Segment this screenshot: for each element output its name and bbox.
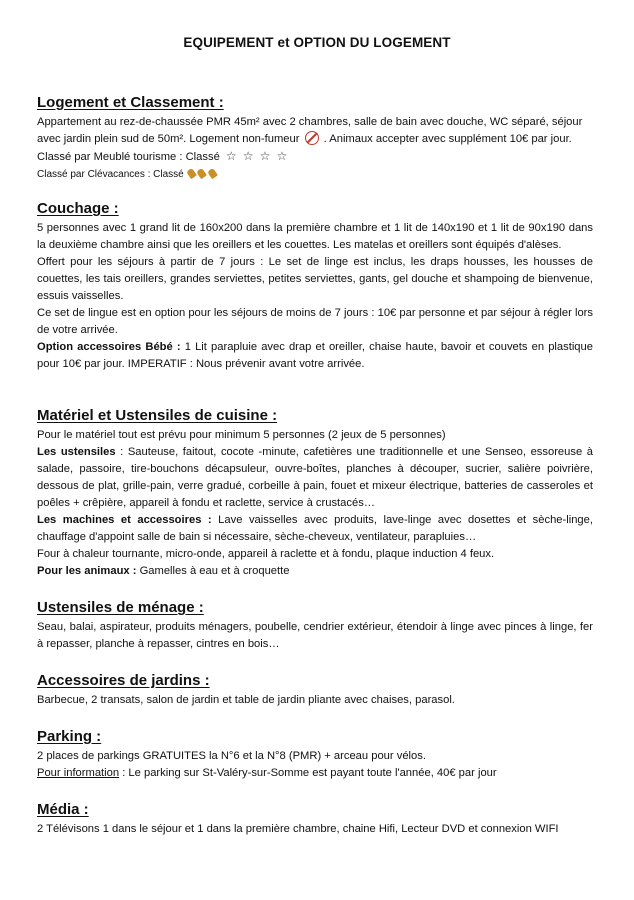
- section-jardin: [37, 671, 593, 709]
- star-icon: ☆: [276, 149, 288, 163]
- section-cuisine: [37, 406, 593, 580]
- cuisine-paragraph-5: [37, 563, 593, 580]
- key-icon: [196, 168, 207, 179]
- section-logement: [37, 93, 593, 183]
- star-icon: ☆: [242, 149, 254, 163]
- machines-label: Les machines et accessoires :: [37, 514, 212, 526]
- section-menage: [37, 598, 593, 653]
- section-media: [37, 800, 593, 838]
- key-icon: [186, 168, 197, 179]
- couchage-paragraph-2: Offert pour les séjours à partir de 7 jours : Le set de linge est inclus, les draps housses, les housses de couettes, les tais oreillers, grandes serviettes, petites serviettes, gants, gel douche et shampoing de bienvenue, essuis vaisselles.: [37, 256, 593, 302]
- cuisine-paragraph-2: [37, 444, 593, 512]
- couchage-paragraph-1: 5 personnes avec 1 grand lit de 160x200 dans la première chambre et 1 lit de 140x190 et 1 lit de 90x190 dans la deuxième chambre ainsi que les oreillers et les couettes. Les matelas et oreillers sont équipés d'alèses.: [37, 222, 593, 251]
- cuisine-paragraph-4: Four à chaleur tournante, micro-onde, appareil à raclette et à fondu, plaque induction 4 feux.: [37, 548, 495, 560]
- section-couchage: [37, 199, 593, 373]
- animaux-text: Gamelles à eau et à croquette: [136, 565, 290, 577]
- heading-jardin: Accessoires de jardins :: [37, 672, 210, 689]
- no-smoking-icon: [305, 131, 319, 145]
- machines-text: Lave vaisselles avec produits, lave-linge avec dosettes et sèche-linge, chauffage d'appoint salle de bain si nécessaire, sèche-cheveux, ventilateur, parapluies…: [37, 514, 593, 543]
- cuisine-paragraph-3: [37, 512, 593, 546]
- parking-paragraph-1: 2 places de parkings GRATUITES la N°6 et la N°8 (PMR) + arceau pour vélos.: [37, 750, 426, 762]
- classement-clevacances-label: Classé par Clévacances : Classé: [37, 169, 184, 180]
- classement-clevacances: [37, 166, 593, 183]
- logement-line2-end: . Animaux accepter avec supplément 10€ par jour.: [323, 133, 572, 145]
- parking-paragraph-2: [37, 765, 593, 782]
- logement-line2: [37, 131, 593, 148]
- logement-line2-start: avec jardin plein sud de 50m². Logement non-fumeur: [37, 133, 300, 145]
- menage-paragraph: Seau, balai, aspirateur, produits ménagers, poubelle, cendrier extérieur, étendoir à linge avec pinces à linge, fer à repasser, planche à repasser, cintres en bois…: [37, 621, 593, 650]
- logement-line1: Appartement au rez-de-chaussée PMR 45m² avec 2 chambres, salle de bain avec douche, WC séparé, séjour: [37, 116, 583, 128]
- star-icon: ☆: [225, 149, 237, 163]
- information-text: : Le parking sur St-Valéry-sur-Somme est payant toute l'année, 40€ par jour: [119, 767, 497, 779]
- couchage-paragraph-4: [37, 339, 593, 373]
- cuisine-paragraph-1: Pour le matériel tout est prévu pour minimum 5 personnes (2 jeux de 5 personnes): [37, 429, 446, 441]
- star-icon: ☆: [259, 149, 271, 163]
- heading-parking: Parking :: [37, 728, 102, 745]
- key-icon: [207, 168, 218, 179]
- classement-meuble-label: Classé par Meublé tourisme : Classé: [37, 151, 220, 163]
- information-label: Pour information: [37, 767, 120, 779]
- jardin-paragraph: Barbecue, 2 transats, salon de jardin et table de jardin pliante avec chaises, parasol.: [37, 694, 455, 706]
- bebe-text: 1 Lit parapluie avec drap et oreiller, chaise haute, bavoir et couvets en plastique pour 10€ par jour. IMPERATIF : Nous prévenir avant votre arrivée.: [37, 341, 593, 370]
- media-paragraph: 2 Télévisons 1 dans le séjour et 1 dans la première chambre, chaine Hifi, Lecteur DVD et connexion WIFI: [37, 823, 559, 835]
- heading-cuisine: Matériel et Ustensiles de cuisine :: [37, 407, 278, 424]
- heading-menage: Ustensiles de ménage :: [37, 599, 204, 616]
- animaux-label: Pour les animaux :: [37, 565, 137, 577]
- section-parking: [37, 727, 593, 782]
- heading-couchage: Couchage :: [37, 200, 119, 217]
- heading-logement: Logement et Classement :: [37, 94, 224, 111]
- heading-media: Média :: [37, 801, 89, 818]
- ustensiles-text: : Sauteuse, faitout, cocote -minute, cafetières une traditionnelle et une Senseo, essoreuse à salade, passoire, tire-bouchons décapsuleur, ouvre-boîtes, planches à découper, sucrier, salière poivrière, dessous de plat, grille-pain, verre gradué, corbeille à pain, fouet et mixeur électrique, batteries de casseroles et poêles + crêpière, appareil à fondu et raclette, service à crustacés…: [37, 446, 593, 509]
- page-title: EQUIPEMENT et OPTION DU LOGEMENT: [183, 35, 451, 50]
- ustensiles-label: Les ustensiles: [37, 446, 116, 458]
- bebe-label: Option accessoires Bébé :: [37, 341, 181, 353]
- classement-meuble: [37, 148, 593, 166]
- couchage-paragraph-3: Ce set de lingue est en option pour les séjours de moins de 7 jours : 10€ par personne et par séjour à régler lors de votre arrivée.: [37, 307, 593, 336]
